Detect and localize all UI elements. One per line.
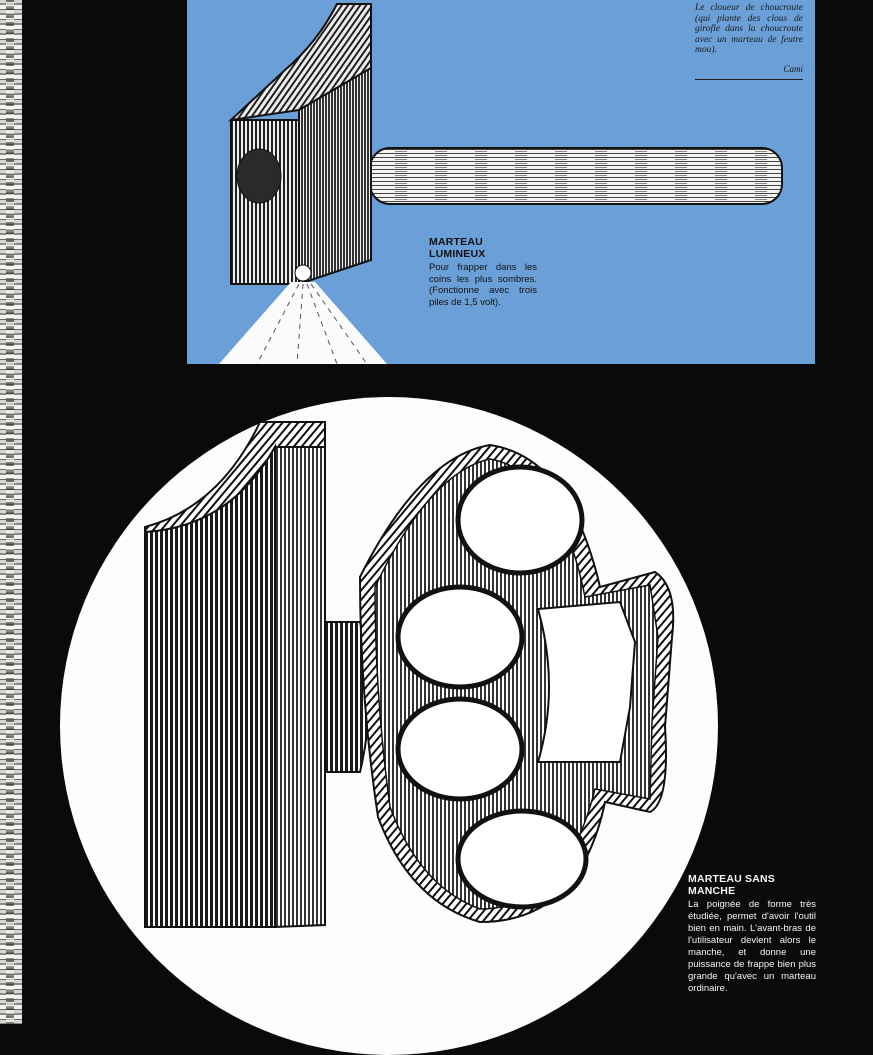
- palm-rest: [538, 602, 635, 762]
- caption-title: MARTEAU LUMINEUX: [429, 236, 486, 260]
- finger-hole-4: [458, 811, 586, 907]
- book-spine-edge: [0, 0, 22, 1024]
- light-bulb-icon: [295, 265, 311, 281]
- caption-body: Pour frapper dans les coins les plus sombres. (Fonctionne avec trois piles de 1,5 volt).: [429, 262, 537, 308]
- caption-title: MARTEAU SANS MANCHE: [688, 873, 775, 897]
- quote-author: Cami: [783, 64, 803, 74]
- hammer-head-side: [275, 447, 325, 927]
- caption-handleless-hammer: [688, 873, 816, 995]
- hammer-lens: [237, 149, 281, 203]
- finger-hole-3: [398, 699, 522, 799]
- illustration-luminous-hammer: [187, 0, 815, 364]
- quote-text: Le cloueur de choucroute (qui plante des clous de girofle dans la choucroute avec un marteau de feutre mou).: [695, 3, 803, 55]
- quote-divider: [695, 79, 803, 80]
- light-beam: [219, 282, 387, 364]
- illustration-handleless-hammer: [60, 397, 718, 1055]
- handleless-hammer-drawing: [60, 397, 718, 1055]
- hammer-handle: [370, 148, 782, 204]
- finger-hole-1: [458, 467, 582, 573]
- hammer-head-front: [145, 447, 275, 927]
- caption-luminous-hammer: [429, 236, 537, 308]
- finger-hole-2: [398, 587, 522, 687]
- caption-body: La poignée de forme très étudiée, permet d'avoir l'outil bien en main. L'avant-bras de l'utilisateur devient alors le manche, et donne une puissance de frappe bien plus grande qu'avec un marteau ordinaire.: [688, 899, 816, 994]
